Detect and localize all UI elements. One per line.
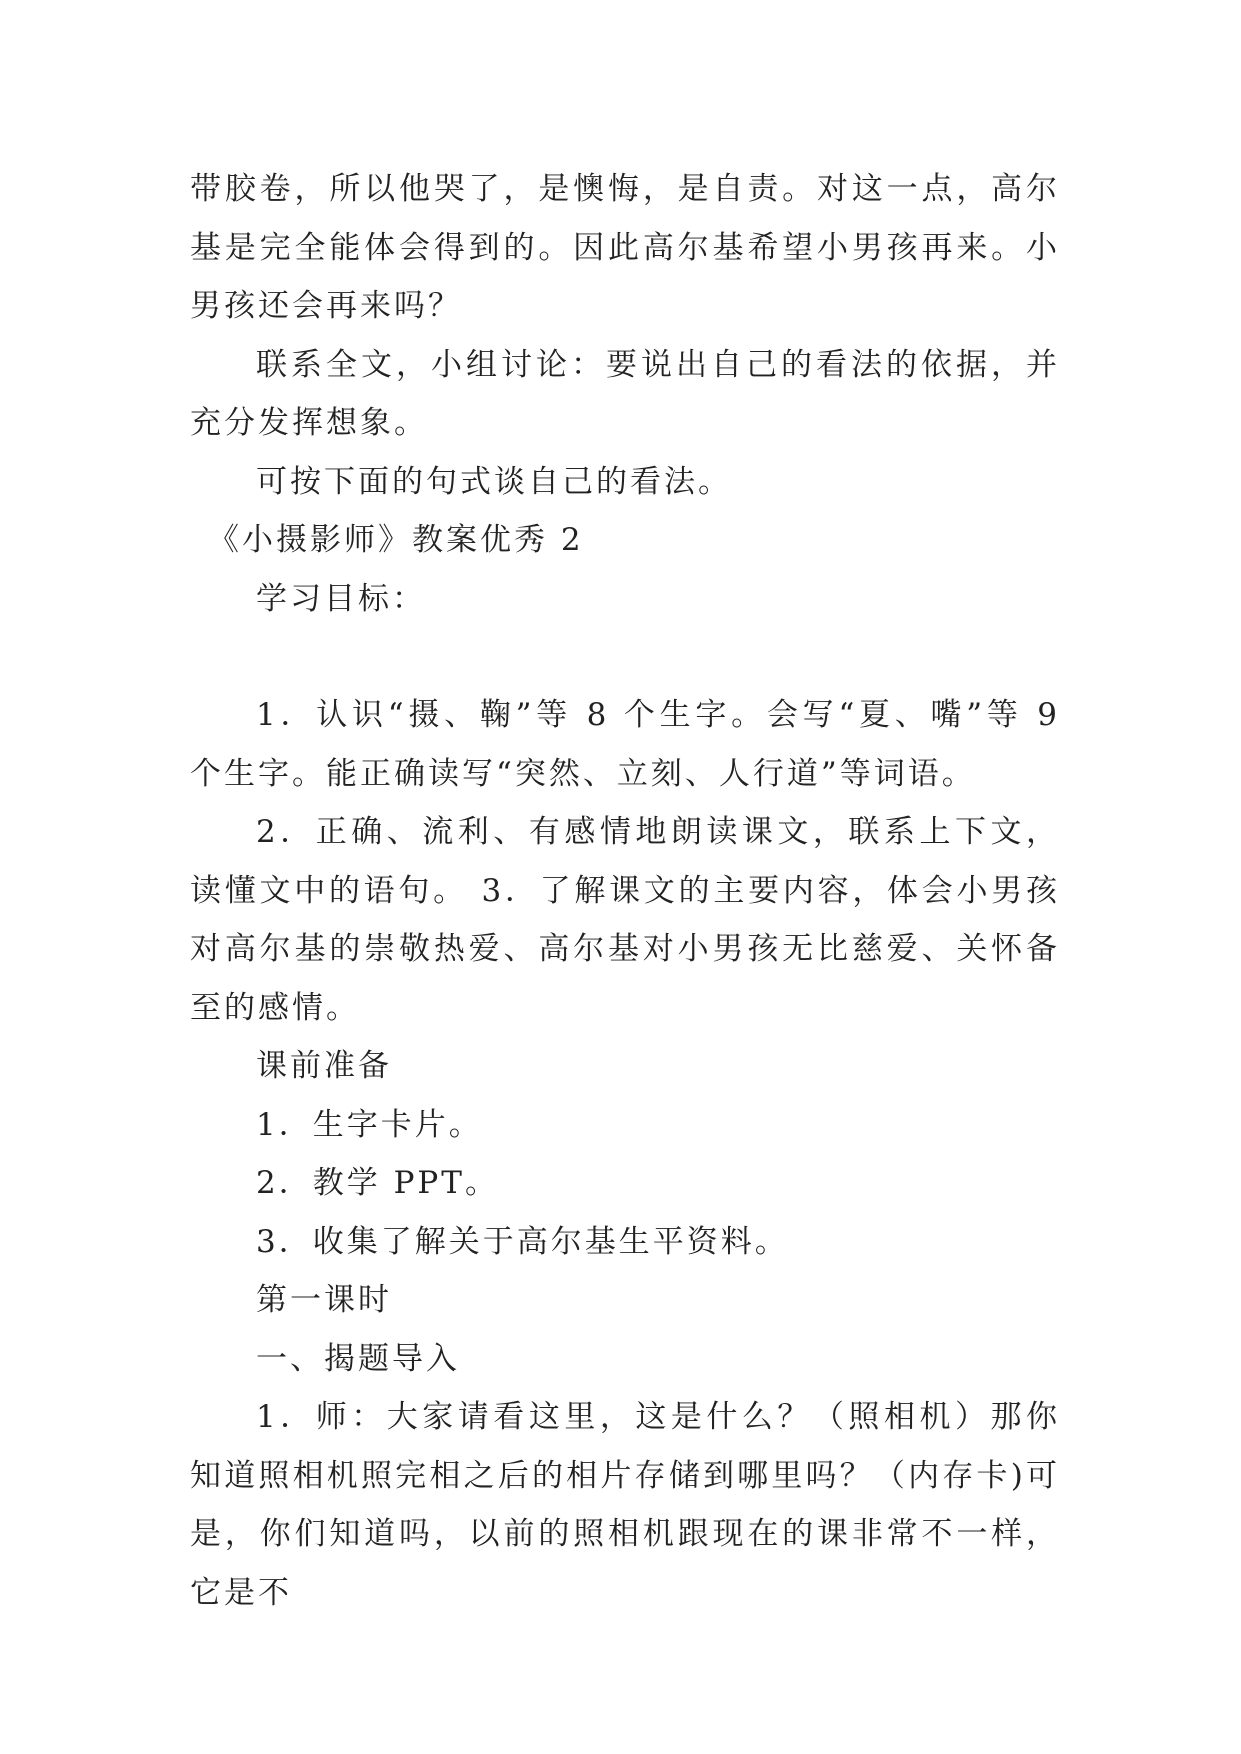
goal-item-2-3: 2．正确、流利、有感情地朗读课文，联系上下文，读懂文中的语句。 3．了解课文的主要内容，体会小男孩对高尔基的崇敬热爱、高尔基对小男孩无比慈爱、关怀备至的感情。 — [190, 814, 1060, 1026]
preparation-heading: 课前准备 — [256, 1048, 392, 1084]
learning-goals-heading: 学习目标： — [256, 580, 426, 617]
step-heading: 一、揭题导入 — [256, 1340, 460, 1377]
goal-item-1: 1．认识“摄、鞠”等 8 个生字。会写“夏、嘴”等 9 个生字。能正确读写“突然、立刻、人行道”等词语。 — [190, 697, 1060, 792]
preparation-item-1: 1．生字卡片。 — [256, 1106, 483, 1143]
paragraph-discussion: 联系全文，小组讨论：要说出自己的看法的依据，并充分发挥想象。 — [190, 346, 1060, 441]
document-body — [190, 160, 1060, 1622]
paragraph-continuation: 带胶卷，所以他哭了，是懊悔，是自责。对这一点，高尔基是完全能体会得到的。因此高尔基希望小男孩再来。小男孩还会再来吗？ — [190, 171, 1060, 324]
section-title: 《小摄影师》教案优秀 2 — [208, 522, 584, 558]
preparation-item-2: 2．教学 PPT。 — [256, 1165, 499, 1201]
step-item-1: 1．师：大家请看这里，这是什么？（照相机）那你知道照相机照完相之后的相片存储到哪里吗？（内存卡)可是，你们知道吗，以前的照相机跟现在的课非常不一样，它是不 — [190, 1399, 1060, 1611]
preparation-item-3: 3．收集了解关于高尔基生平资料。 — [256, 1223, 789, 1260]
blank-line — [190, 628, 1060, 686]
paragraph-sentence-pattern: 可按下面的句式谈自己的看法。 — [256, 463, 732, 500]
lesson-heading: 第一课时 — [256, 1282, 392, 1318]
